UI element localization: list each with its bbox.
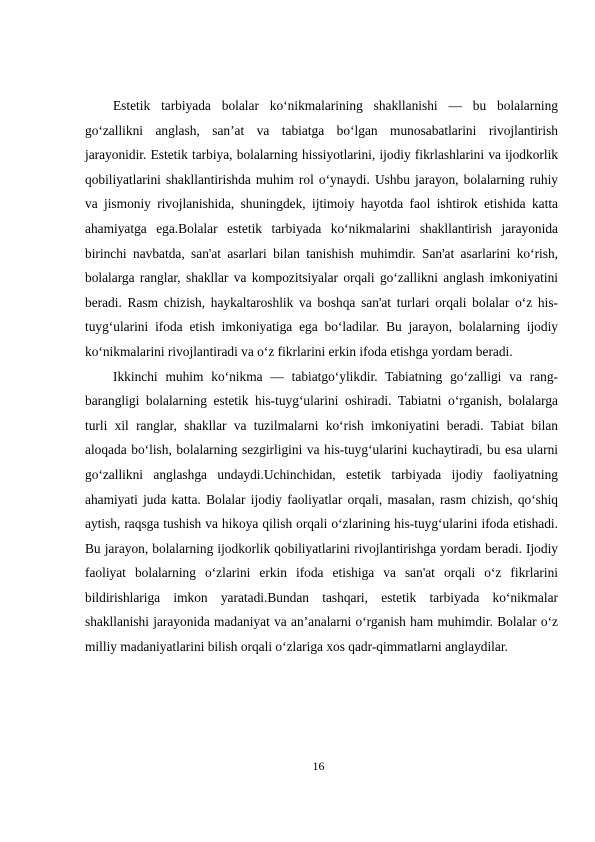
page-body (85, 94, 558, 660)
paragraph-1: Estetik tarbiyada bolalar ko‘nikmalarining shakllanishi — bu bolalarning go‘zallikni anglash, san’at va tabiatga bo‘lgan munosabatlarini rivojlantirish jarayonidir. Estetik tarbiya, bolalarning hissiyotlarini, ijodiy fikrlashlarini va ijodkorlik qobiliyatlarini shakllantirishda muhim rol o‘ynaydi. Ushbu jarayon, bolalarning ruhiy va jismoniy rivojlanishida, shuningdek, ijtimoiy hayotda faol ishtirok etishida katta ahamiyatga ega.Bolalar estetik tarbiyada ko‘nikmalarini shakllantirish jarayonida birinchi navbatda, san'at asarlari bilan tanishish muhimdir. San'at asarlarini ko‘rish, bolalarga ranglar, shakllar va kompozitsiyalar orqali go‘zallikni anglash imkoniyatini beradi. Rasm chizish, haykaltaroshlik va boshqa san'at turlari orqali bolalar o‘z his-tuyg‘ularini ifoda etish imkoniyatiga ega bo‘ladilar. Bu jarayon, bolalarning ijodiy ko‘nikmalarini rivojlantiradi va o‘z fikrlarini erkin ifoda etishga yordam beradi. (85, 98, 558, 359)
page-number: 16 (312, 759, 325, 773)
paragraph-2: Ikkinchi muhim ko‘nikma — tabiatgo‘ylikdir. Tabiatning go‘zalligi va rang-barangligi bolalarning estetik his-tuyg‘ularini oshiradi. Tabiatni o‘rganish, bolalarga turli xil ranglar, shakllar va tuzilmalarni ko‘rish imkoniyatini beradi. Tabiat bilan aloqada bo‘lish, bolalarning sezgirligini va his-tuyg‘ularini kuchaytiradi, bu esa ularni go‘zallikni anglashga undaydi.Uchinchidan, estetik tarbiyada ijodiy faoliyatning ahamiyati juda katta. Bolalar ijodiy faoliyatlar orqali, masalan, rasm chizish, qo‘shiq aytish, raqsga tushish va hikoya qilish orqali o‘zlarining his-tuyg‘ularini ifoda etishadi. Bu jarayon, bolalarning ijodkorlik qobiliyatlarini rivojlantirishga yordam beradi. Ijodiy faoliyat bolalarning o‘zlarini erkin ifoda etishiga va san'at orqali o‘z fikrlarini bildirishlariga imkon yaratadi.Bundan tashqari, estetik tarbiyada ko‘nikmalar shakllanishi jarayonida madaniyat va an’analarni o‘rganish ham muhimdir. Bolalar o‘z milliy madaniyatlarini bilish orqali o‘zlariga xos qadr-qimmatlarni anglaydilar. (85, 368, 558, 655)
